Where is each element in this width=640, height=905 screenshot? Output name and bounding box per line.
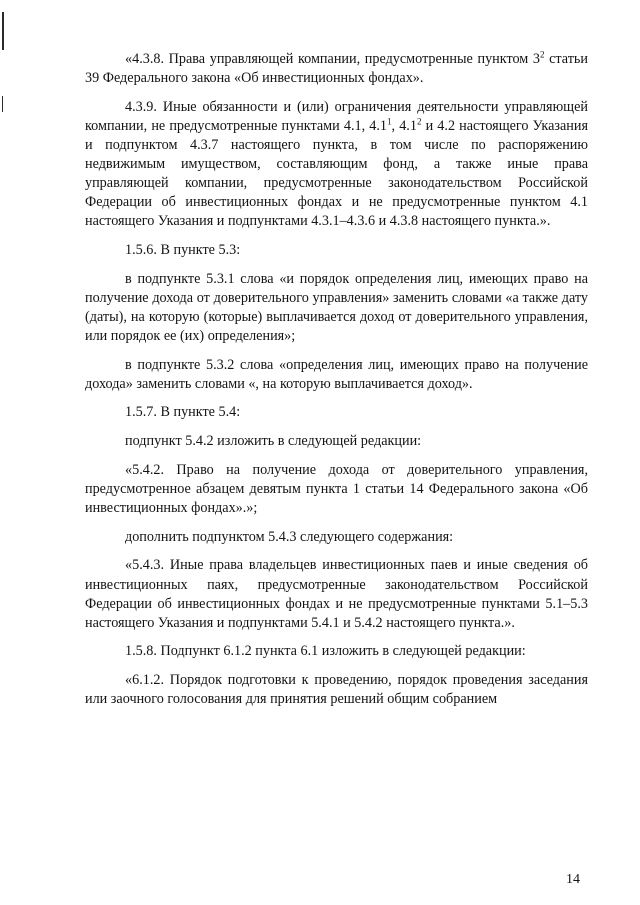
paragraph-5-4-3: «5.4.3. Иные права владельцев инвестиционных паев и иные сведения об инвестиционных паях, предусмотренные законодательством Российской Федерации об инвестиционных фондах и не предусмотренные пунктами 5.1–5.3 настоящего Указания и подпунктами 5.4.1 и 5.4.2 настоящего пункта.». [85, 557, 588, 631]
scan-edge-mark [2, 12, 4, 50]
text: «4.3.8. Права управляющей компании, предусмотренные пунктом 3 [125, 51, 540, 67]
paragraph-5-4-2: «5.4.2. Право на получение дохода от доверительного управления, предусмотренное абзацем девятым пункта 1 статьи 14 Федерального закона «Об инвестиционных фондах».»; [85, 461, 588, 517]
text: 4.3.9. Иные обязанности и (или) ограничения деятельности управляющей компании, не предусмотренные пунктами 4.1, 4.1 [85, 98, 588, 134]
scan-edge-mark [2, 96, 3, 112]
superscript: 2 [540, 49, 545, 60]
paragraph-4-3-9 [85, 98, 588, 232]
paragraph-1-5-8: 1.5.8. Подпункт 6.1.2 пункта 6.1 изложить в следующей редакции: [125, 643, 526, 660]
paragraph-5-3-1: в подпункте 5.3.1 слова «и порядок определения лиц, имеющих право на получение дохода от доверительного управления» заменить словами «а также дату (даты), на которую (которые) выплачивается доход от доверительного управления, или порядок ее (их) определения»; [85, 270, 588, 344]
paragraph-1-5-7: 1.5.7. В пункте 5.4: [125, 404, 241, 421]
superscript: 2 [416, 116, 422, 127]
text: , 4.1 [391, 117, 417, 134]
paragraph-5-3-2: в подпункте 5.3.2 слова «определения лиц, имеющих право на получение дохода» заменить словами «, на которую выплачивается доход». [85, 356, 588, 392]
text: статьи 39 Федерального закона «Об инвестиционных фондах». [85, 51, 588, 87]
paragraph-6-1-2: «6.1.2. Порядок подготовки к проведению, порядок проведения заседания или заочного голосования для принятия решений общим собранием [85, 672, 588, 708]
paragraph-5-4-3-intro: дополнить подпунктом 5.4.3 следующего содержания: [125, 528, 454, 545]
paragraph-5-4-2-intro: подпункт 5.4.2 изложить в следующей редакции: [125, 433, 422, 450]
superscript: 1 [387, 116, 392, 127]
document-body [85, 50, 588, 709]
paragraph-1-5-6: 1.5.6. В пункте 5.3: [125, 242, 241, 259]
text: и 4.2 настоящего Указания и подпунктом 4.3.7 настоящего пункта, в том числе по распоряжению недвижимым имуществом, составляющим фонд, а также иные права управляющей компании, предусмотренные законодательством Российской Федерации об инвестиционных фондах и не предусмотренные пунктом 4.1 настоящего Указания и подпунктами 4.3.1–4.3.6 и 4.3.8 настоящего пункта.». [85, 117, 589, 230]
paragraph-4-3-8 [85, 50, 588, 88]
page-number: 14 [566, 872, 580, 887]
